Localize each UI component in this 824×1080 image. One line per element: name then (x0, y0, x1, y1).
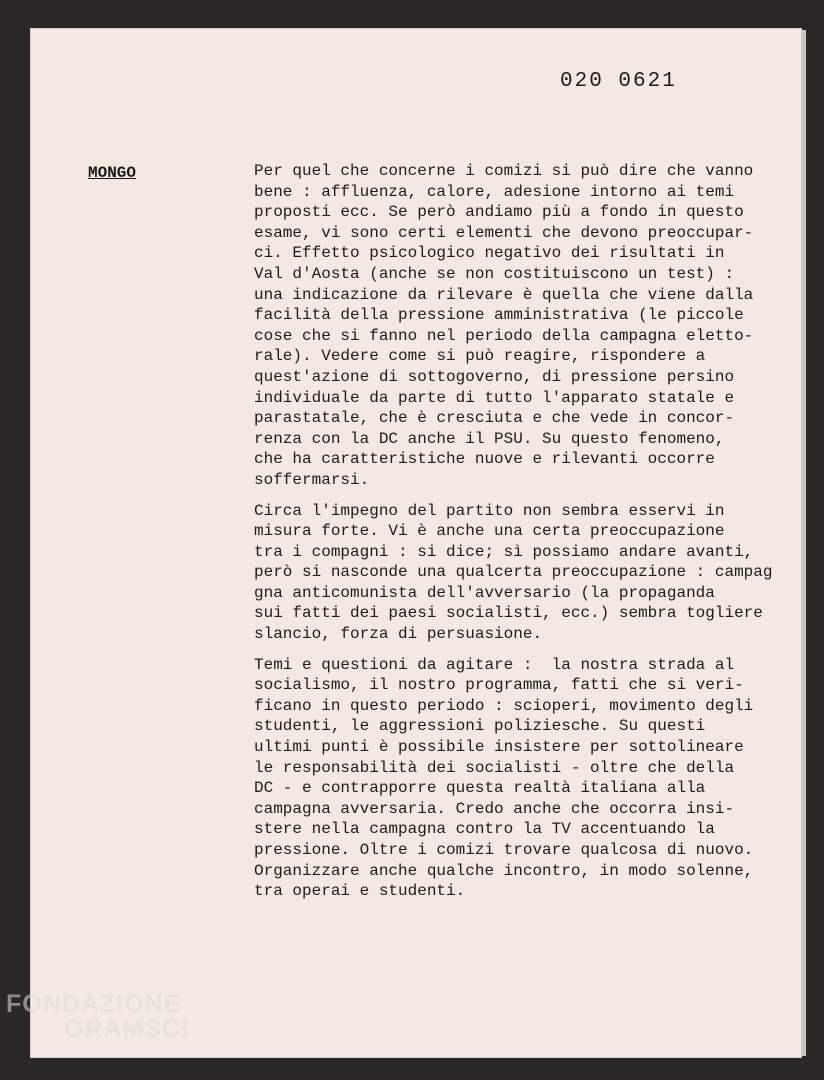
paragraph-3 (254, 655, 764, 902)
text-line: slancio, forza di persuasione. (254, 625, 543, 644)
text-line: esame, vi sono certi elementi che devono preoccupar- (254, 223, 754, 242)
text-line: gna anticomunista dell'avversario (la propaganda (254, 583, 715, 602)
watermark-line-2: GRAMSCI (64, 1015, 190, 1043)
text-line: rale). Vedere come si può reagire, rispondere a (254, 347, 706, 366)
text-line: una indicazione da rilevare è quella che viene dalla (254, 285, 754, 304)
text-line: pressione. Oltre i comizi trovare qualcosa di nuovo. (254, 841, 754, 859)
document-body (254, 161, 773, 912)
text-line: le responsabilità dei socialisti - oltre che della (254, 758, 735, 777)
text-line: tra i compagni : si dice; sì possiamo andare avanti, (254, 542, 754, 561)
text-line: ficano in questo periodo : scioperi, movimento degli (254, 696, 754, 715)
text-line: facilità della pressione amministrativa (le piccole (254, 306, 744, 325)
text-line: individuale da parte di tutto l'apparato statale e (254, 388, 735, 407)
text-line: renza con la DC anche il PSU. Su questo fenomeno, (254, 429, 725, 448)
text-line: ultimi punti è possibile insistere per sottolineare (254, 738, 744, 757)
text-line: sui fatti dei paesi socialisti, ecc.) sembra togliere (254, 604, 763, 623)
text-line: Val d'Aosta (anche se non costituiscono un test) : (254, 264, 735, 283)
text-line: ci. Effetto psicologico negativo dei risultati in (254, 244, 725, 263)
archive-watermark (6, 990, 189, 1044)
text-line: Organizzare anche qualche incontro, in modo solenne, (254, 861, 754, 880)
text-line: quest'azione di sottogoverno, di pressione persino (254, 367, 735, 386)
page-edge (802, 30, 806, 1056)
text-line: soffermarsi. (254, 470, 370, 489)
speaker-name: MONGO (88, 164, 137, 182)
paragraph-1 (254, 161, 764, 491)
document-number: 020 0621 (560, 70, 677, 93)
text-line: campagna avversaria. Credo anche che occorra insi- (254, 799, 735, 818)
text-line: Temi e questioni da agitare : la nostra strada al (254, 655, 735, 674)
text-line: però si nasconde una qualcerta preoccupazione : campag (254, 563, 773, 582)
text-line: bene : affluenza, calore, adesione intorno ai temi (254, 182, 735, 201)
paragraph-2 (254, 501, 773, 645)
text-line: che ha caratteristiche nuove e rilevanti occorre (254, 450, 715, 469)
text-line: studenti, le aggressioni poliziesche. Su questi (254, 717, 706, 736)
text-line: Circa l'impegno del partito non sembra esservi in (254, 501, 725, 520)
text-line: parastatale, che è cresciuta e che vede in concor- (254, 409, 735, 428)
text-line: DC - e contrapporre questa realtà italiana alla (254, 779, 706, 798)
watermark-line-1: FONDAZIONE (6, 990, 182, 1018)
text-line: stere nella campagna contro la TV accentuando la (254, 820, 715, 839)
text-line: tra operai e studenti. (254, 882, 466, 901)
text-line: misura forte. Vi è anche una certa preoccupazione (254, 522, 725, 541)
text-line: socialismo, il nostro programma, fatti che si veri- (254, 676, 744, 695)
text-line: Per quel che concerne i comizi si può dire che vanno (254, 162, 754, 180)
text-line: cose che si fanno nel periodo della campagna eletto- (254, 326, 754, 345)
text-line: proposti ecc. Se però andiamo più a fondo in questo (254, 203, 744, 222)
